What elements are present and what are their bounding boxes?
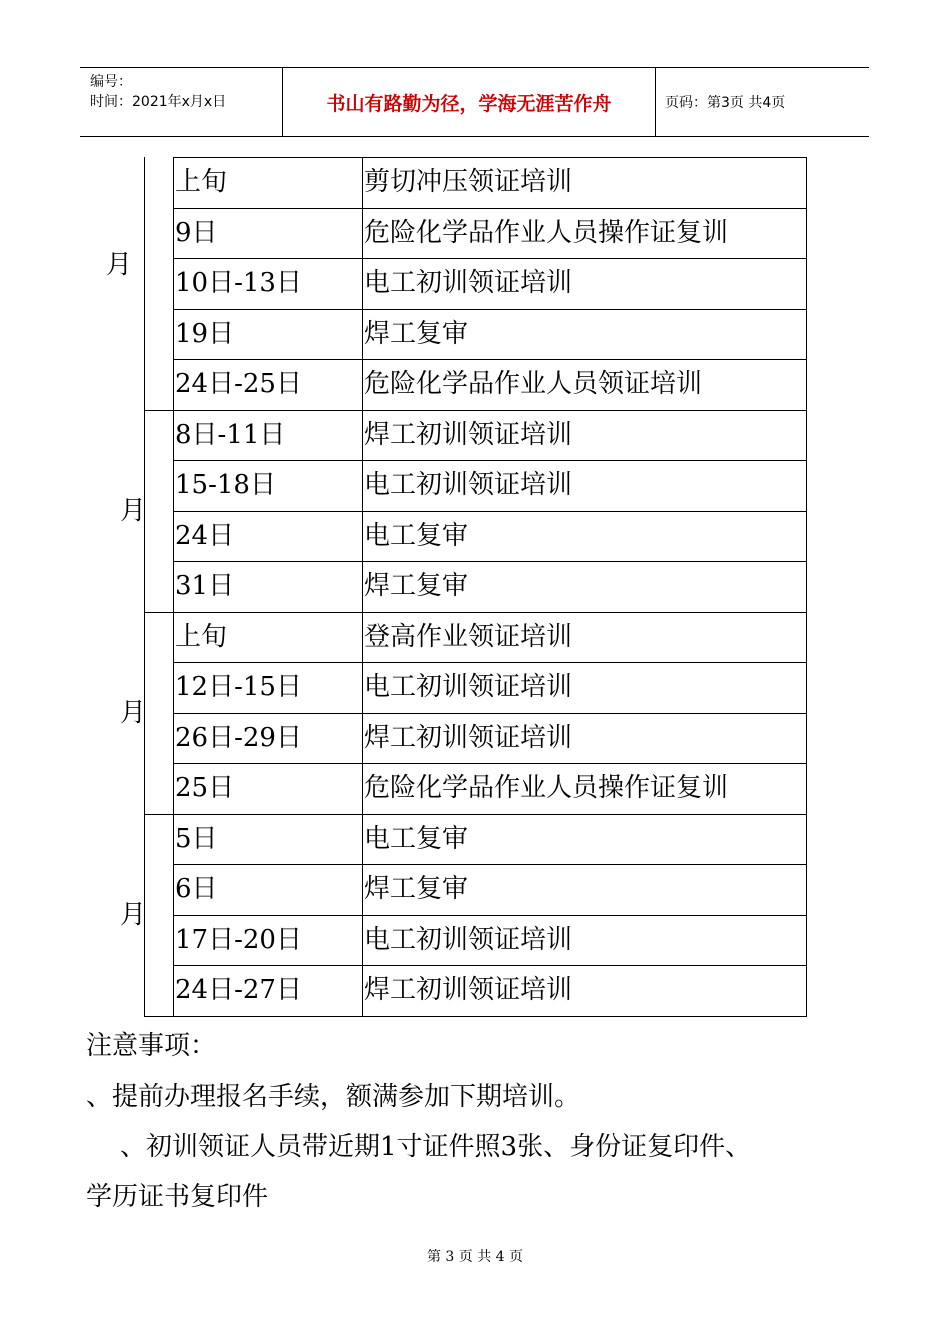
table-column-rule [173,157,174,1016]
schedule-date: 10日-13日 [175,268,302,298]
schedule-course: 电工复审 [364,824,469,854]
schedule-date: 5日 [175,824,218,854]
schedule-date: 19日 [175,319,235,349]
schedule-course: 剪切冲压领证培训 [364,167,573,197]
table-row-rule [173,309,806,310]
table-border-right [806,157,807,1017]
schedule-course: 电工初训领证培训 [364,268,573,298]
schedule-course: 登高作业领证培训 [364,622,573,652]
schedule-course: 焊工初训领证培训 [364,420,573,450]
schedule-date: 31日 [175,571,235,601]
schedule-date: 24日 [175,521,235,551]
month-label: 月 [120,496,147,526]
schedule-course: 焊工初训领证培训 [364,975,573,1005]
schedule-date: 8日-11日 [175,420,286,450]
schedule-course: 危险化学品作业人员领证培训 [364,369,703,399]
schedule-course: 焊工复审 [364,874,469,904]
table-border-bottom [144,1016,807,1017]
schedule-course: 焊工复审 [364,571,469,601]
schedule-date: 15-18日 [175,470,276,500]
schedule-course: 焊工初训领证培训 [364,723,573,753]
schedule-course: 电工初训领证培训 [364,470,573,500]
schedule-course: 电工初训领证培训 [364,672,573,702]
schedule-course: 危险化学品作业人员操作证复训 [364,773,729,803]
note-item: 、初训领证人员带近期1寸证件照3张、身份证复印件、 [120,1132,752,1162]
note-item: 、提前办理报名手续，额满参加下期培训。 [86,1082,581,1112]
header-motto: 书山有路勤为径，学海无涯苦作舟 [326,92,612,115]
schedule-date: 24日-27日 [175,975,302,1005]
time-label: 时间：2021年x月x日 [90,94,227,110]
header-meta [90,72,226,112]
table-border-left [144,157,145,1016]
table-row-rule [173,511,806,512]
page-header [80,67,869,137]
schedule-date: 25日 [175,773,235,803]
schedule-course: 电工初训领证培训 [364,925,573,955]
month-group-rule [144,814,174,815]
schedule-course: 焊工复审 [364,319,469,349]
table-column-rule [362,157,363,1016]
schedule-date: 17日-20日 [175,925,302,955]
table-row-rule [173,814,806,815]
page-footer: 第 3 页 共 4 页 [426,1249,524,1265]
month-group-rule [144,612,174,613]
month-label: 月 [120,900,147,930]
schedule-date: 上旬 [175,622,228,652]
header-divider [655,68,656,136]
month-label: 月 [106,249,133,280]
schedule-date: 12日-15日 [175,672,302,702]
note-item: 学历证书复印件 [86,1182,269,1212]
number-label: 编号： [90,74,132,90]
month-group-rule [144,410,174,411]
schedule-date: 6日 [175,874,218,904]
training-schedule-table [106,157,806,1016]
month-label: 月 [120,698,147,728]
schedule-date: 24日-25日 [175,369,302,399]
schedule-date: 上旬 [175,167,228,197]
table-row-rule [173,561,806,562]
header-page-info: 页码：第3页 共4页 [665,95,786,111]
schedule-date: 9日 [175,218,218,248]
notes-title: 注意事项： [86,1031,217,1061]
schedule-course: 危险化学品作业人员操作证复训 [364,218,729,248]
schedule-date: 26日-29日 [175,723,302,753]
schedule-course: 电工复审 [364,521,469,551]
table-row-rule [173,864,806,865]
